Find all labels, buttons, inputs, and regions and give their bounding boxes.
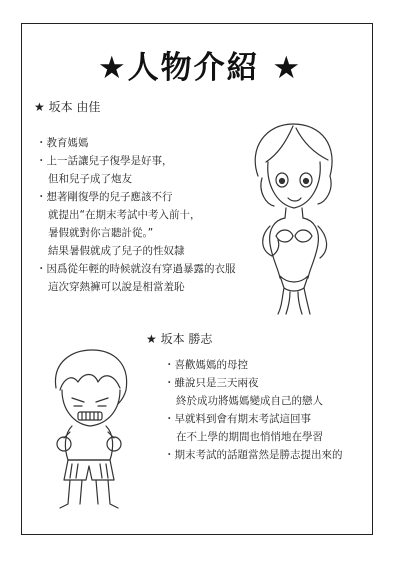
son-chibi-illustration: [42, 348, 137, 513]
character-name-katsushi: ★ 坂本 勝志: [146, 332, 213, 346]
mother-chibi-illustration: [238, 118, 348, 318]
yuka-profile-line: ・上一話讓兒子復學是好事，: [36, 155, 173, 167]
character-profile-yuka: [36, 134, 236, 296]
katsushi-profile-line: ・早就料到會有期末考試這回事: [164, 413, 311, 425]
katsushi-profile-line: 終於成功將媽媽變成自己的戀人: [176, 395, 323, 407]
katsushi-profile-line: ・期末考試的話題當然是勝志提出來的: [164, 449, 343, 461]
katsushi-profile-line: ・雖說只是三天兩夜: [164, 377, 259, 389]
yuka-profile-line: ・想著剛復學的兒子應該不行: [36, 191, 173, 203]
character-name-yuka: ★ 坂本 由佳: [34, 100, 101, 114]
yuka-profile-line: 結果暑假就成了兒子的性奴隸: [48, 245, 185, 257]
katsushi-profile-line: 在不上學的期間也悄悄地在學習: [176, 431, 323, 443]
yuka-profile-line: ・因爲從年輕的時候就沒有穿過暴露的衣服: [36, 263, 236, 275]
character-profile-katsushi: [164, 356, 343, 464]
yuka-profile-line: ・教育媽媽: [36, 137, 89, 149]
yuka-profile-line: 但和兒子成了炮友: [48, 173, 132, 185]
page-title: ★人物介紹 ★: [97, 50, 303, 86]
katsushi-profile-line: ・喜歡媽媽的母控: [164, 359, 248, 371]
yuka-profile-line: 暑假就對你言聽計從。”: [48, 227, 154, 239]
yuka-profile-line: 就提出“在期末考試中考入前十，: [48, 209, 201, 221]
yuka-profile-line: 這次穿熱褲可以說是相當羞恥: [48, 281, 185, 293]
